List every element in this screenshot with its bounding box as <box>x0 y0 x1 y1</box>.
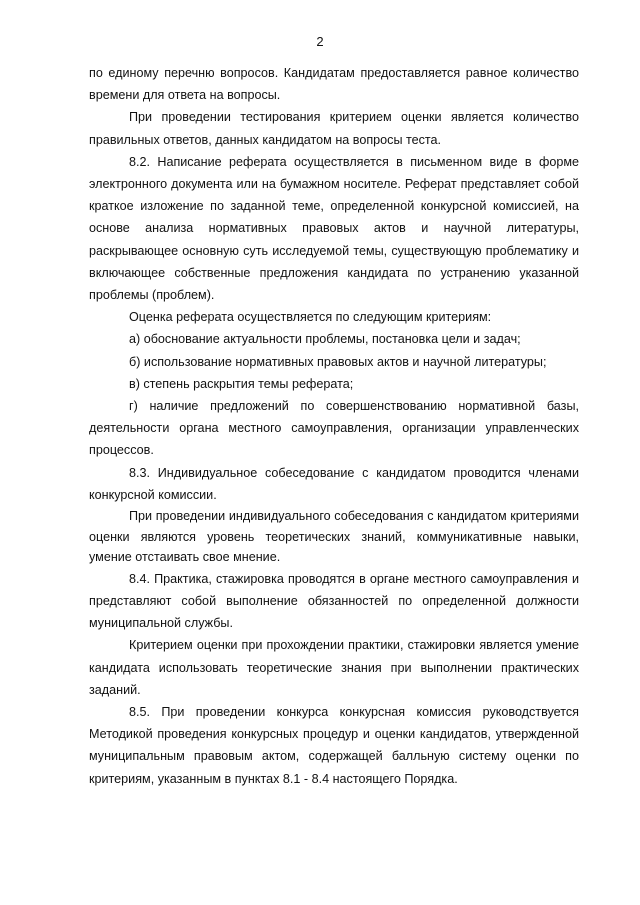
paragraph-practice-criterion: Критерием оценки при прохождении практики, стажировки является умение кандидата использовать теоретические знания при выполнении практических заданий. <box>89 638 579 697</box>
list-item-b: б) использование нормативных правовых актов и научной литературы; <box>129 354 547 369</box>
paragraph-continuation: по единому перечню вопросов. Кандидатам предоставляется равное количество времени для ответа на вопросы. <box>89 66 579 103</box>
paragraph-interview-criteria: При проведении индивидуального собеседования с кандидатом критериями оценки являются уровень теоретических знаний, коммуникативные навыки, умение отстаивать свое мнение. <box>89 509 579 565</box>
document-body <box>89 62 579 790</box>
page-number: 2 <box>316 34 324 49</box>
paragraph-8-3: 8.3. Индивидуальное собеседование с кандидатом проводится членами конкурсной комиссии. <box>89 465 579 502</box>
paragraph-testing-criterion: При проведении тестирования критерием оценки является количество правильных ответов, данных кандидатом на вопросы теста. <box>89 110 579 147</box>
paragraph-8-2: 8.2. Написание реферата осуществляется в письменном виде в форме электронного документа или на бумажном носителе. Реферат представляет собой краткое изложение по заданной теме, определенной конкурсной комиссией, на основе анализа нормативных правовых актов и научной литературы, раскрывающее основную суть исследуемой темы, существующую проблематику и включающее собственные предложения кандидата по устранению указанной проблемы (проблем). <box>89 154 579 303</box>
list-item-v: в) степень раскрытия темы реферата; <box>129 376 354 391</box>
paragraph-8-4: 8.4. Практика, стажировка проводятся в органе местного самоуправления и представляют собой выполнение обязанностей по определенной должности муниципальной службы. <box>89 571 579 631</box>
list-item-a: а) обоснование актуальности проблемы, постановка цели и задач; <box>129 332 521 347</box>
paragraph-essay-criteria-intro: Оценка реферата осуществляется по следующим критериям: <box>129 310 492 325</box>
paragraph-8-5: 8.5. При проведении конкурса конкурсная комиссия руководствуется Методикой проведения конкурсных процедур и оценки кандидатов, утвержденной муниципальным правовым актом, содержащей балльную систему оценки по критериям, указанным в пунктах 8.1 - 8.4 настоящего Порядка. <box>89 705 579 786</box>
list-item-g: г) наличие предложений по совершенствованию нормативной базы, деятельности органа местного самоуправления, организации управленческих процессов. <box>89 399 579 458</box>
